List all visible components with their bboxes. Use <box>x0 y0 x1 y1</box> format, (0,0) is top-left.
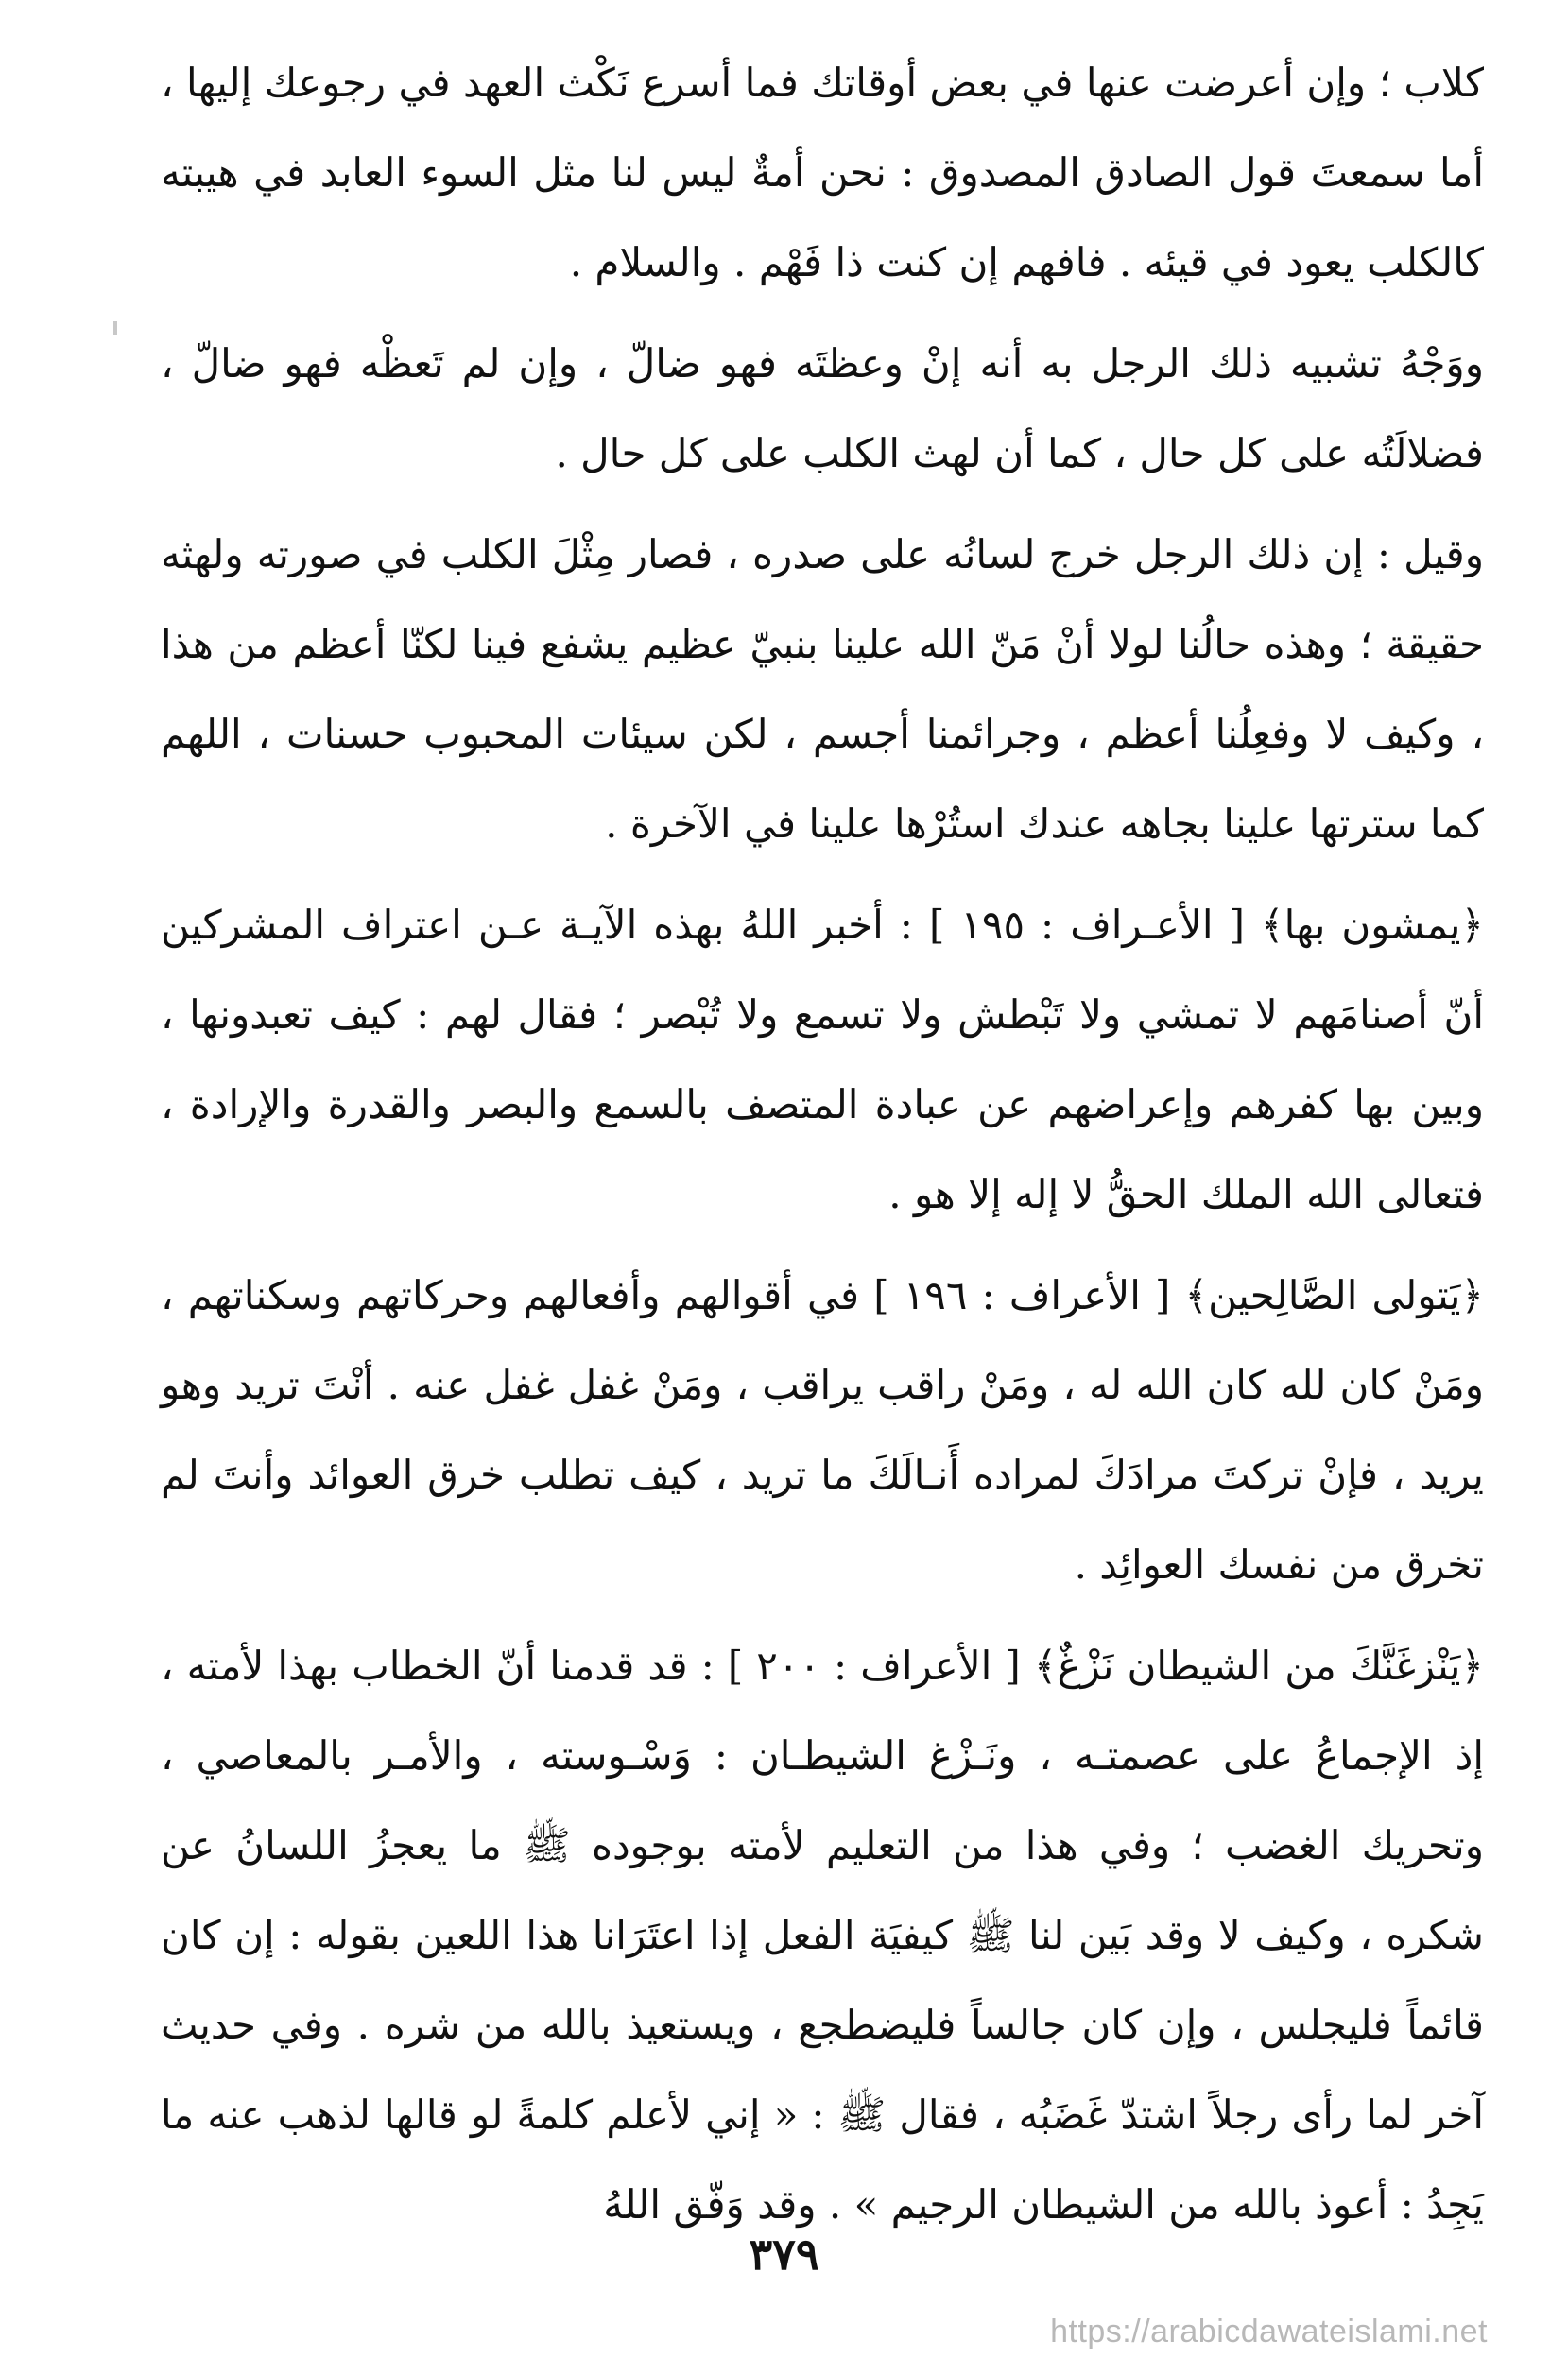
page-number: ٣٧٩ <box>749 2229 819 2280</box>
margin-mark <box>113 321 117 335</box>
paragraph-5: ﴿يَتولى الصَّالِحين﴾ [ الأعراف : ١٩٦ ] في أقوالهم وأفعالهم وحركاتهم وسكناتهم ، ومَنْ كان لله كان الله له ، ومَنْ راقب يراقب ، ومَنْ غفل غفل عنه . أنْتَ تريد وهو يريد ، فإنْ تركتَ مرادَكَ لمراده أَنـالَكَ ما تريد ، كيف تطلب خرق العوائد وأنتَ لم تخرق من نفسك العوائِد . <box>161 1272 1484 1588</box>
paragraph-4: ﴿يمشون بها﴾ [ الأعـراف : ١٩٥ ] : أخبر اللهُ بهذه الآيـة عـن اعتراف المشركين أنّ أصنامَهم لا تمشي ولا تَبْطش ولا تسمع ولا تُبْصر ؛ فقال لهم : كيف تعبدونها ، وبين بها كفرهم وإعراضهم عن عبادة المتصف بالسمع والبصر والقدرة والإرادة ، فتعالى الله الملك الحقُّ لا إله إلا هو . <box>161 902 1485 1217</box>
paragraph-3: وقيل : إن ذلك الرجل خرج لسانُه على صدره ، فصار مِثْلَ الكلب في صورته ولهثه حقيقة ؛ وهذه حالُنا لولا أنْ مَنّ الله علينا بنبيّ عظيم يشفع فينا لكنّا أعظم من هذا ، وكيف لا وفعِلُنا أعظم ، وجرائمنا أجسم ، لكن سيئات المحبوب حسنات ، اللهم كما سترتها علينا بجاهه عندك استُرْها علينا في الآخرة . <box>161 531 1484 847</box>
page-body <box>161 38 1485 2228</box>
paragraph-6: ﴿يَنْزغَنَّكَ من الشيطان نَزْغٌ﴾ [ الأعراف : ٢٠٠ ] : قد قدمنا أنّ الخطاب بهذا لأمته ، إذ الإجماعُ على عصمتـه ، ونَـزْغ الشيطـان : وَسْـوسته ، والأمـر بالمعاصي ، وتحريك الغضب ؛ وفي هذا من التعليم لأمته بوجوده ﷺ ما يعجزُ اللسانُ عن شكره ، وكيف لا وقد بَين لنا ﷺ كيفيَة الفعل إذا اعتَرَانا هذا اللعين بقوله : إن كان قائماً فليجلس ، وإن كان جالساً فليضطجع ، ويستعيذ بالله من شره . وفي حديث آخر لما رأى رجلاً اشتدّ غَضَبُه ، فقال ﷺ : « إني لأعلم كلمةً لو قالها لذهب عنه ما يَجِدُ : أعوذ بالله من الشيطان الرجيم » . وقد وَفّق اللهُ <box>161 1643 1485 2228</box>
watermark-url: https://arabicdawateislami.net <box>1050 2314 1488 2349</box>
paragraph-2: ووَجْهُ تشبيه ذلك الرجل به أنه إنْ وعظتَه فهو ضالّ ، وإن لم تَعظْه فهو ضالّ ، فضلالَتُه على كل حال ، كما أن لهث الكلب على كل حال . <box>161 340 1484 476</box>
paragraph-1: كلاب ؛ وإن أعرضت عنها في بعض أوقاتك فما أسرع نَكْث العهد في رجوعك إليها ، أما سمعتَ قول الصادق المصدوق : نحن أمةٌ ليس لنا مثل السوء العابد في هيبته كالكلب يعود في قيئه . فافهم إن كنت ذا فَهْم . والسلام . <box>161 60 1484 285</box>
